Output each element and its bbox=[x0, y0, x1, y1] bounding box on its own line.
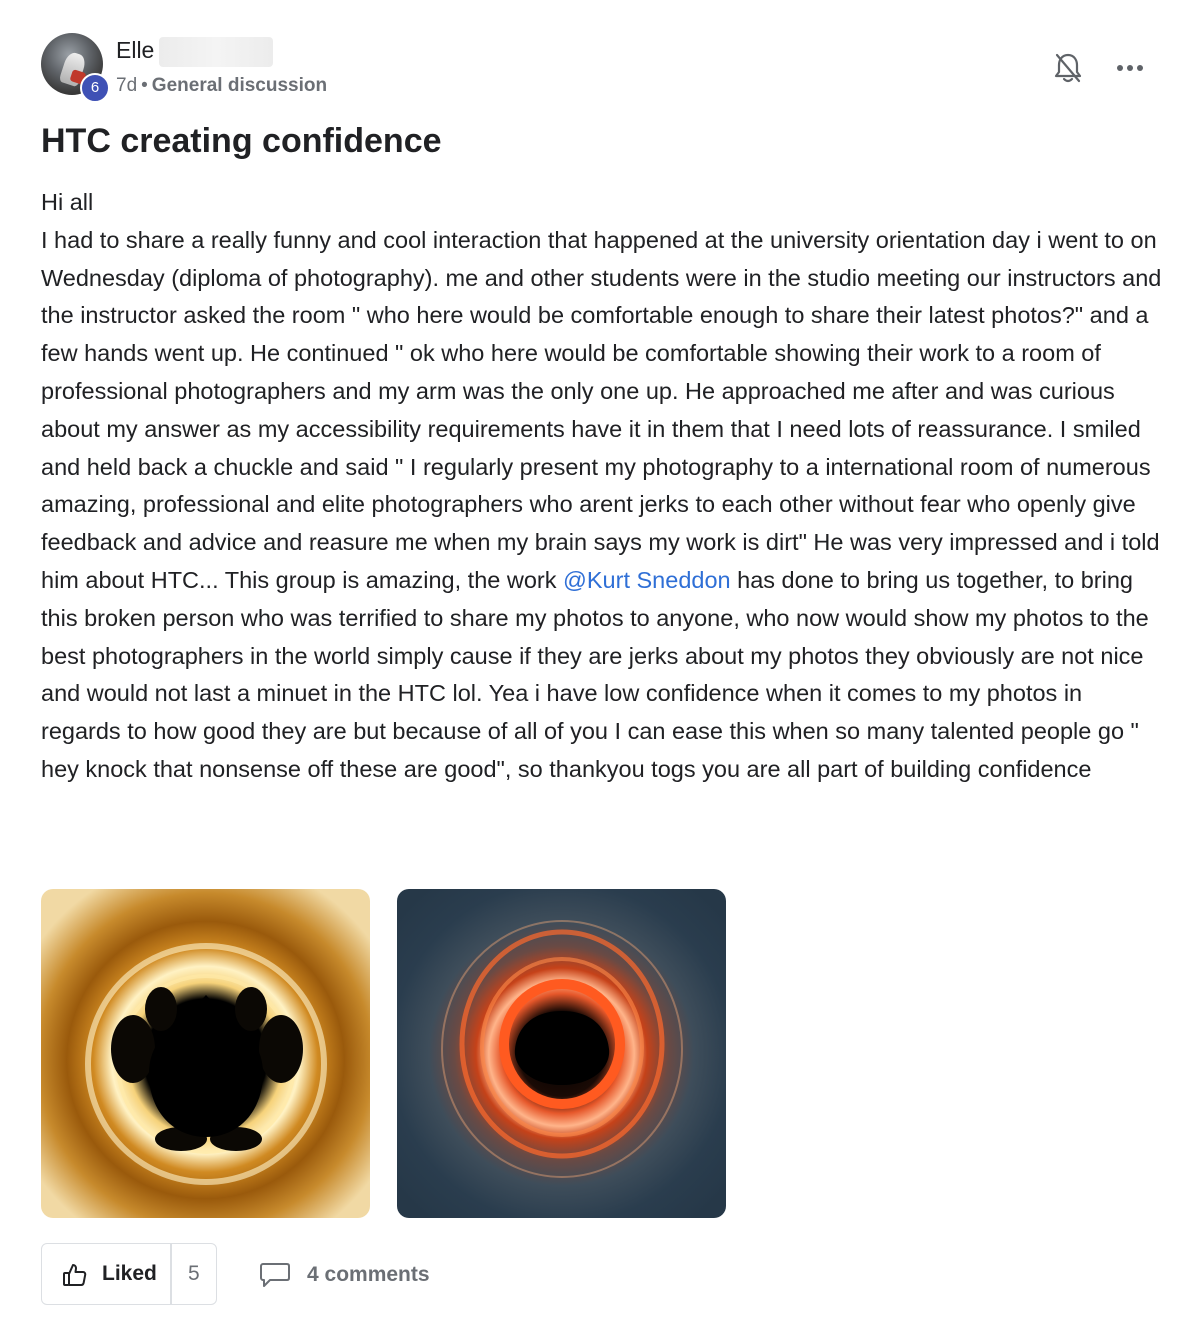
redacted-surname bbox=[159, 37, 273, 67]
user-mention-link[interactable]: @Kurt Sneddon bbox=[563, 566, 731, 593]
more-horizontal-icon[interactable] bbox=[1113, 51, 1147, 85]
post-title: HTC creating confidence bbox=[41, 122, 442, 160]
post-header bbox=[41, 33, 1161, 103]
post-text-part-1: I had to share a really funny and cool interaction that happened at the university orientation day i went to on Wednesday (diploma of photography). me and other students were in the studio meeting our instructors and the instructor asked the room " who here would be comfortable enough to share their latest photos?" and a few hands went up. He continued " ok who here would be comfortable showing their work to a room of professional photographers and my arm was the only one up. He approached me after and was curious about my answer as my accessibility requirements have it in them that I need lots of reassurance. I smiled and held back a chuckle and said " I regularly present my photography to a international room of numerous amazing, professional and elite photographers who arent jerks to each other without fear who openly give feedback and advice and reasure me when my brain says my work is dirt" He was very impressed and i told him about HTC... This group is amazing, the work bbox=[41, 226, 1162, 593]
level-badge: 6 bbox=[80, 73, 110, 103]
comment-bubble-icon bbox=[259, 1261, 291, 1289]
comments-button[interactable] bbox=[259, 1253, 459, 1295]
bell-off-icon[interactable] bbox=[1053, 51, 1083, 85]
liked-button[interactable] bbox=[42, 1244, 170, 1304]
post-text-part-2: has done to bring us together, to bring this broken person who was terrified to share my photos to anyone, who now would show my photos to the best photographers in the world simply cause if they are jerks about my photos they obviously are not nice and would not last a minuet in the HTC lol. Yea i have low confidence when it comes to my photos in regards to how good they are but because of all of you I can ease this when so many talented people go " hey knock that nonsense off these are good", so thankyou togs you are all part of building confidence bbox=[41, 566, 1149, 782]
orange-swirl-tiny-planet-photo[interactable] bbox=[397, 889, 726, 1218]
post-greeting: Hi all bbox=[41, 189, 94, 215]
like-count[interactable]: 5 bbox=[188, 1262, 200, 1285]
post-meta bbox=[116, 75, 327, 97]
thumbs-up-icon bbox=[62, 1262, 88, 1288]
post-category[interactable]: General discussion bbox=[151, 75, 328, 96]
post-text bbox=[41, 222, 1163, 789]
comments-label: 4 comments bbox=[307, 1263, 430, 1286]
like-control bbox=[41, 1243, 217, 1305]
post-actions bbox=[41, 1243, 541, 1307]
post-age: 7d bbox=[116, 75, 138, 96]
like-divider bbox=[170, 1244, 172, 1304]
meta-separator: • bbox=[141, 75, 148, 96]
liked-label: Liked bbox=[102, 1262, 157, 1285]
author-name[interactable]: Elle bbox=[116, 37, 155, 63]
post-body bbox=[41, 184, 1163, 789]
golden-tiny-planet-photo[interactable] bbox=[41, 889, 370, 1218]
